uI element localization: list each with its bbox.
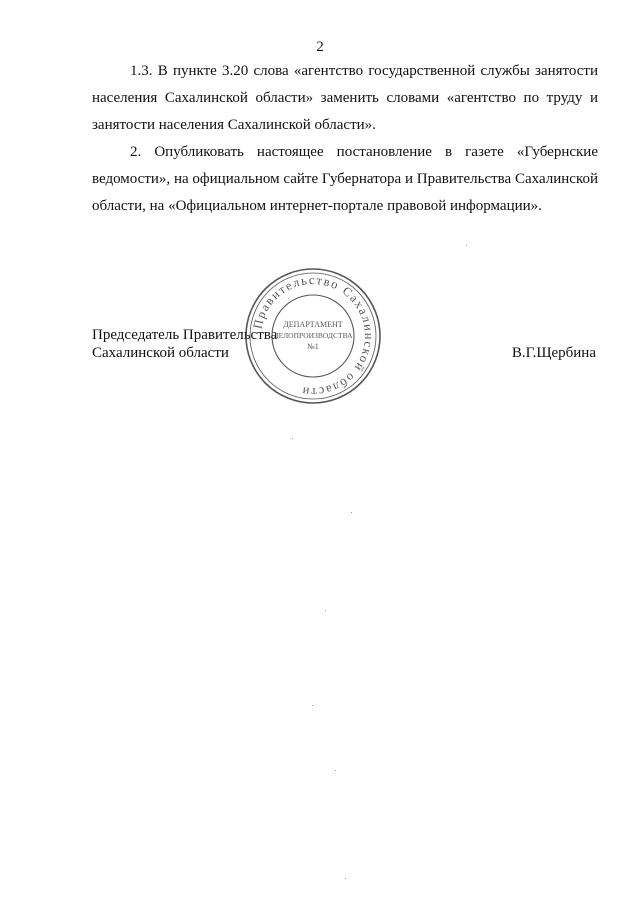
scan-speck bbox=[325, 610, 326, 611]
stamp-center-line-2: ДЕЛОПРОИЗВОДСТВА bbox=[273, 331, 353, 340]
signatory-position-line-1: Председатель Правительства bbox=[92, 327, 278, 343]
paragraph-1-3: 1.3. В пункте 3.20 слова «агентство государственной службы занятости населения Сахалинской области» заменить словами «агентство по труду и занятости населения Сахалинской области». bbox=[92, 63, 598, 133]
scan-speck bbox=[351, 512, 352, 513]
scan-speck bbox=[292, 438, 293, 439]
page-number: 2 bbox=[316, 39, 324, 55]
scan-speck bbox=[345, 878, 346, 879]
scan-speck bbox=[466, 245, 467, 246]
signatory-position-line-2: Сахалинской области bbox=[92, 345, 229, 361]
official-seal-stamp bbox=[243, 266, 383, 406]
scan-speck bbox=[335, 770, 336, 771]
stamp-center-line-1: ДЕПАРТАМЕНТ bbox=[283, 320, 343, 329]
stamp-center-line-3: №1 bbox=[307, 342, 319, 351]
paragraph-2: 2. Опубликовать настоящее постановление в газете «Губернские ведомости», на официальном сайте Губернатора и Правительства Сахалинской области, на «Официальном интернет-портале правовой информации». bbox=[92, 144, 598, 214]
scan-speck bbox=[312, 705, 313, 706]
document-body bbox=[92, 58, 598, 220]
signatory-name: В.Г.Щербина bbox=[511, 345, 596, 361]
stamp-ring-text: Правительство Сахалинской области bbox=[250, 272, 377, 400]
